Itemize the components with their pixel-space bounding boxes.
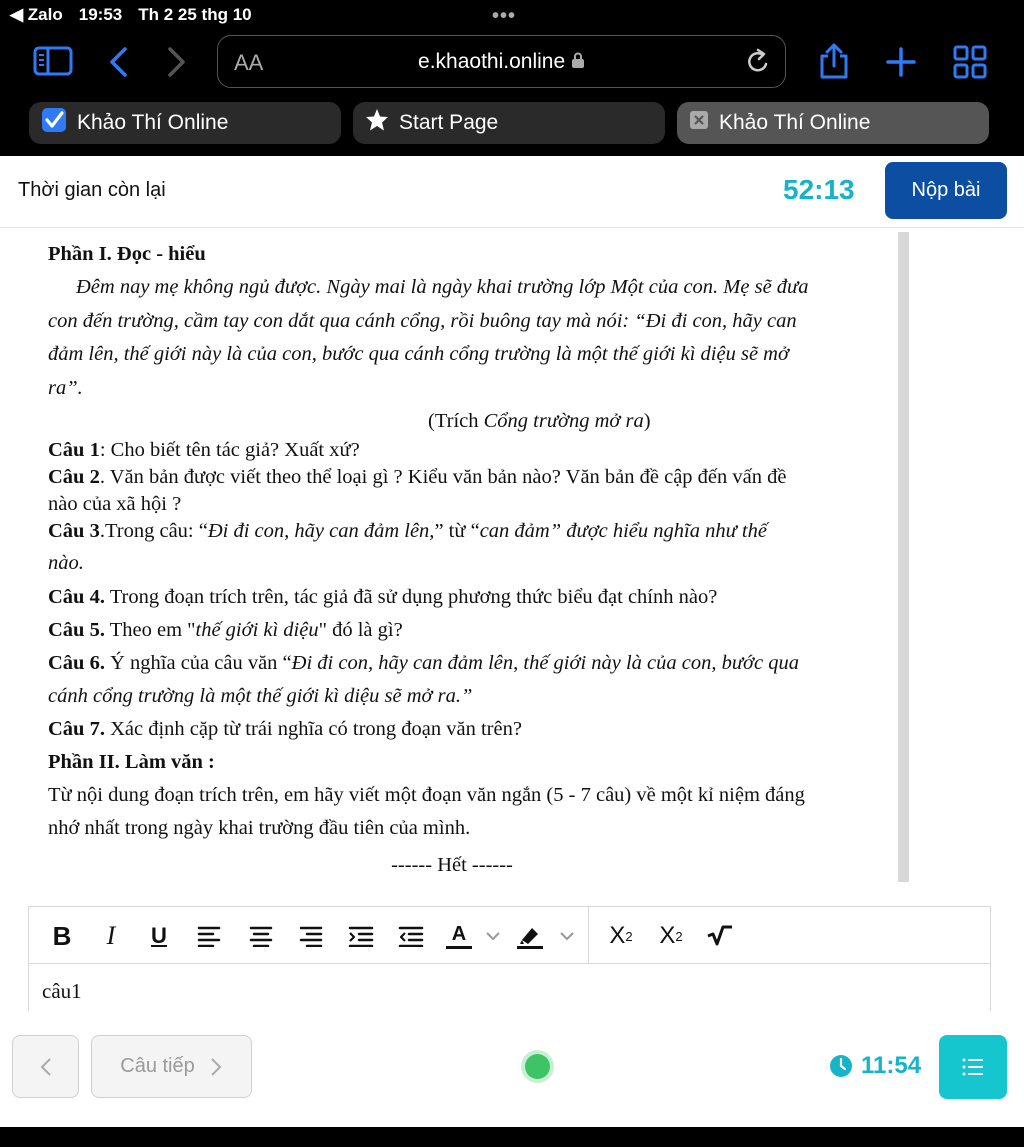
status-date: Th 2 25 thg 10 bbox=[138, 5, 252, 24]
tab-label: Khảo Thí Online bbox=[719, 111, 871, 134]
reader-mode-button[interactable]: AA bbox=[234, 50, 264, 75]
part2-line-2: nhớ nhất trong ngày khai trường đầu tiên của mình. bbox=[48, 817, 471, 839]
font-color-icon[interactable]: A bbox=[445, 921, 473, 951]
tab-start-page[interactable] bbox=[353, 102, 665, 144]
exam-content bbox=[0, 228, 1024, 1011]
tab-label: Start Page bbox=[399, 111, 499, 134]
align-center-icon[interactable] bbox=[247, 921, 275, 951]
question-6-cont: cánh cổng trường là một thế giới kì diệu sẽ mở ra.” bbox=[48, 685, 473, 707]
subscript-icon[interactable]: X 2 bbox=[659, 922, 683, 949]
toolbar-divider bbox=[588, 907, 589, 964]
tab-label: Khảo Thí Online bbox=[77, 111, 229, 134]
highlight-icon[interactable] bbox=[515, 921, 545, 951]
passage-line-3: đảm lên, thế giới này là của con, bước qua cánh cổng trường là một thế giới kì diệu sẽ mở bbox=[48, 343, 789, 365]
question-document bbox=[0, 228, 908, 882]
url-host: e.khaothi.online bbox=[418, 50, 566, 73]
question-2-cont: nào của xã hội ? bbox=[48, 493, 182, 515]
passage-line-4: ra”. bbox=[48, 377, 83, 399]
close-tab-icon[interactable] bbox=[689, 110, 709, 136]
question-1: Câu 1: Cho biết tên tác giả? Xuất xứ? bbox=[48, 439, 360, 461]
star-icon bbox=[365, 108, 389, 138]
sidebar-icon[interactable] bbox=[33, 46, 73, 81]
status-time: 19:53 bbox=[78, 5, 123, 24]
question-3: Câu 3.Trong câu: “Đi đi con, hãy can đảm lên,” từ “can đảm” được hiểu nghĩa như thế bbox=[48, 520, 767, 542]
list-icon bbox=[962, 1057, 984, 1077]
multitask-dots-icon[interactable]: ••• bbox=[492, 5, 517, 27]
chevron-down-icon[interactable] bbox=[557, 921, 577, 951]
khao-thi-logo-icon bbox=[41, 107, 67, 139]
new-tab-plus-icon[interactable] bbox=[886, 47, 916, 82]
share-icon[interactable] bbox=[817, 42, 851, 85]
tab-overview-icon[interactable] bbox=[953, 45, 987, 84]
chevron-down-icon[interactable] bbox=[483, 921, 503, 951]
answer-text[interactable]: câu1 bbox=[42, 979, 82, 1003]
question-2: Câu 2. Văn bản được viết theo thể loại gì ? Kiểu văn bản nào? Văn bản đề cập đến vấn đề bbox=[48, 466, 787, 488]
italic-icon[interactable]: I bbox=[106, 921, 116, 950]
online-status-dot bbox=[525, 1054, 550, 1079]
outdent-icon[interactable] bbox=[397, 921, 425, 951]
align-right-icon[interactable] bbox=[297, 921, 325, 951]
question-7: Câu 7. Xác định cặp từ trái nghĩa có trong đoạn văn trên? bbox=[48, 718, 522, 740]
bold-icon[interactable]: B bbox=[52, 920, 72, 951]
end-mark: ------ Hết ------ bbox=[391, 854, 513, 876]
align-left-icon[interactable] bbox=[195, 921, 223, 951]
exam-timer: 52:13 bbox=[783, 174, 855, 205]
tab-khao-thi-online-1[interactable] bbox=[29, 102, 341, 144]
next-question-button[interactable] bbox=[91, 1035, 252, 1098]
indent-icon[interactable] bbox=[347, 921, 375, 951]
address-bar[interactable] bbox=[217, 35, 786, 88]
reload-icon[interactable] bbox=[745, 48, 771, 81]
next-question-label: Câu tiếp bbox=[120, 1055, 195, 1077]
back-chevron-icon[interactable] bbox=[107, 46, 129, 83]
question-timer bbox=[829, 1052, 921, 1080]
part2-title: Phần II. Làm văn : bbox=[48, 751, 215, 773]
clock-icon bbox=[829, 1054, 853, 1078]
question-6: Câu 6. Ý nghĩa của câu văn “Đi đi con, hãy can đảm lên, thế giới này là của con, bước qua bbox=[48, 652, 799, 674]
question-4: Câu 4. Trong đoạn trích trên, tác giả đã sử dụng phương thức biểu đạt chính nào? bbox=[48, 586, 718, 608]
submit-button[interactable]: Nộp bài bbox=[885, 162, 1007, 219]
question-5: Câu 5. Theo em "thế giới kì diệu" đó là gì? bbox=[48, 619, 403, 641]
question-timer-value: 11:54 bbox=[861, 1052, 922, 1079]
browser-tabs bbox=[0, 100, 1024, 150]
part1-title: Phần I. Đọc - hiểu bbox=[48, 243, 206, 265]
answer-editor bbox=[28, 906, 991, 1011]
editor-toolbar bbox=[29, 907, 990, 964]
forward-chevron-icon[interactable] bbox=[166, 46, 188, 83]
remaining-time-label: Thời gian còn lại bbox=[18, 179, 166, 201]
math-sqrt-icon[interactable] bbox=[705, 921, 735, 951]
part2-line-1: Từ nội dung đoạn trích trên, em hãy viết một đoạn văn ngắn (5 - 7 câu) về một kỉ niệm đáng bbox=[48, 784, 805, 806]
underline-icon[interactable]: U bbox=[151, 923, 167, 948]
exam-footer bbox=[0, 1011, 1024, 1127]
previous-question-button[interactable] bbox=[12, 1035, 79, 1098]
back-to-app-link[interactable]: ◀ Zalo bbox=[10, 5, 63, 24]
passage-source: (Trích Cổng trường mở ra) bbox=[428, 410, 651, 432]
question-list-button[interactable] bbox=[939, 1035, 1007, 1099]
document-scrollbar[interactable] bbox=[898, 232, 909, 882]
passage-line-1: Đêm nay mẹ không ngủ được. Ngày mai là ngày khai trường lớp Một của con. Mẹ sẽ đưa bbox=[76, 276, 809, 298]
passage-line-2: con đến trường, cầm tay con dắt qua cánh cổng, rồi buông tay mà nói: “Đi đi con, hãy can bbox=[48, 310, 797, 332]
chevron-left-icon bbox=[39, 1056, 53, 1078]
superscript-icon[interactable]: X 2 bbox=[609, 922, 633, 949]
status-bar bbox=[0, 0, 1024, 30]
chevron-right-icon bbox=[209, 1056, 223, 1078]
lock-icon bbox=[571, 50, 585, 73]
browser-toolbar bbox=[0, 32, 1024, 94]
exam-header bbox=[0, 156, 1024, 228]
question-3-cont: nào. bbox=[48, 552, 84, 574]
tab-khao-thi-online-2[interactable] bbox=[677, 102, 989, 144]
